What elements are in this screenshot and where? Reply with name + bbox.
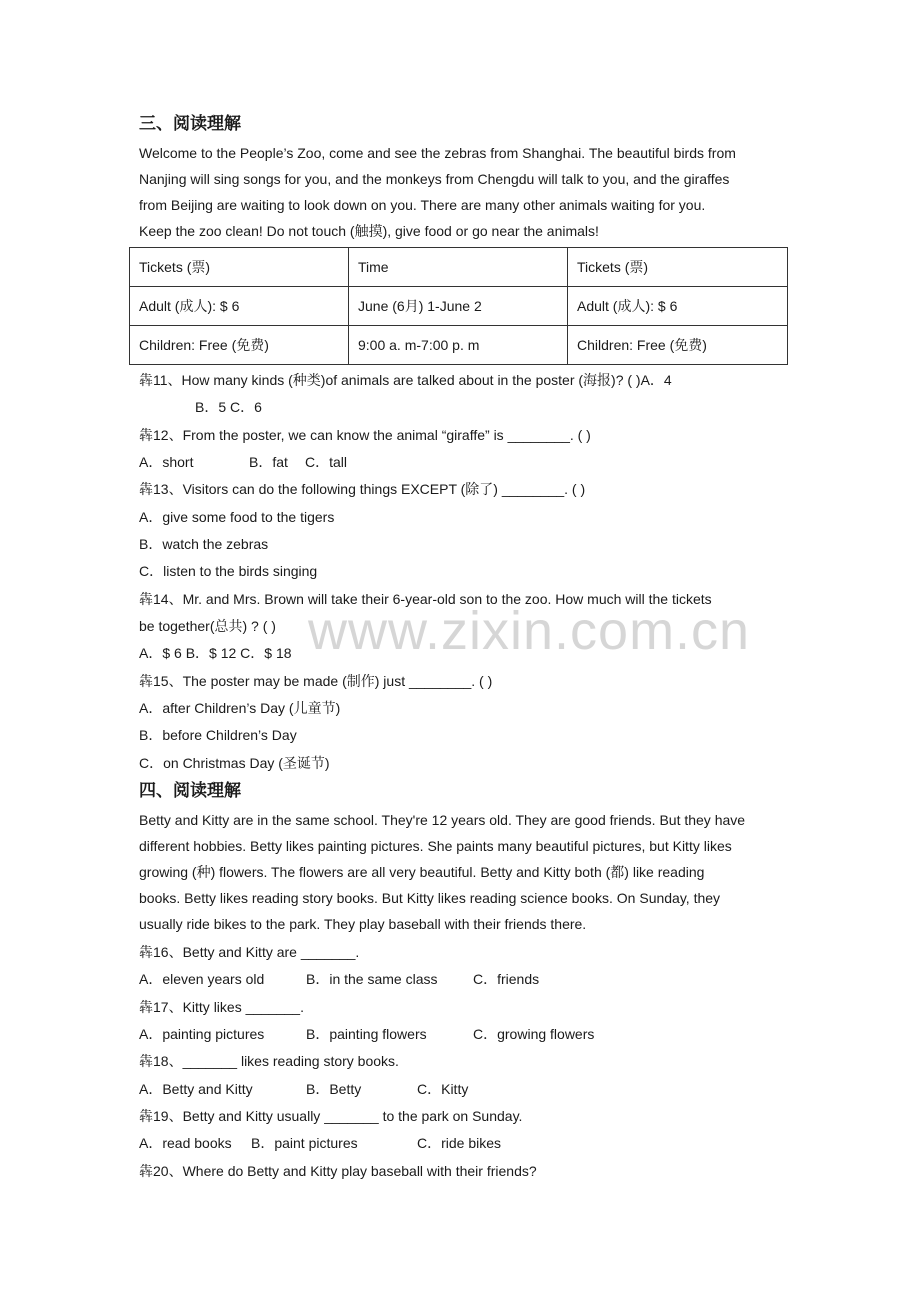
passage-line: growing (种) flowers. The flowers are all very beautiful. Betty and Kitty both (都) like reading (139, 864, 705, 880)
passage-line: Betty and Kitty are in the same school. They're 12 years old. They are good friends. But they have (139, 812, 746, 828)
passage-line: books. Betty likes reading story books. But Kitty likes reading science books. On Sunday, they (139, 890, 721, 906)
table-cell: June (6月) 1-June 2 (349, 287, 568, 326)
question-13-option-c: C．listen to the birds singing (139, 563, 318, 579)
question-13-option-a: A．give some food to the tigers (139, 509, 335, 525)
question-18-option-a: A．Betty and Kitty (139, 1081, 253, 1097)
passage-line: Welcome to the People’s Zoo, come and see the zebras from Shanghai. The beautiful birds from (139, 145, 736, 161)
question-14-stem-cont: be together(总共) ? ( ) (139, 618, 276, 634)
question-15-stem: 犇15、The poster may be made (制作) just ________. ( ) (139, 673, 493, 689)
question-14-stem: 犇14、Mr. and Mrs. Brown will take their 6-year-old son to the zoo. How much will the tickets (139, 591, 712, 607)
table-row (130, 248, 788, 287)
question-16-stem: 犇16、Betty and Kitty are _______. (139, 944, 360, 960)
question-18-option-b: B．Betty (306, 1081, 362, 1097)
question-14-options: A．$ 6 B．$ 12 C．$ 18 (139, 645, 292, 661)
table-cell: Children: Free (免费) (130, 326, 349, 365)
question-19-option-c: C．ride bikes (417, 1135, 502, 1151)
watermark: www.zixin.com.cn (308, 601, 751, 661)
table-cell: Time (349, 248, 568, 287)
question-12-option-a: A．short (139, 454, 194, 470)
question-12-option-b: B．fat (249, 454, 288, 470)
passage-line: different hobbies. Betty likes painting pictures. She paints many beautiful pictures, but Kitty likes (139, 838, 732, 854)
table-row (130, 287, 788, 326)
question-18-option-c: C．Kitty (417, 1081, 469, 1097)
question-17-option-c: C．growing flowers (473, 1026, 595, 1042)
table-row (130, 326, 788, 365)
question-13-option-b: B．watch the zebras (139, 536, 269, 552)
section3-heading: 三、阅读理解 (139, 114, 241, 134)
question-16-option-a: A．eleven years old (139, 971, 265, 987)
passage-line: from Beijing are waiting to look down on you. There are many other animals waiting for you. (139, 197, 706, 213)
question-18-stem: 犇18、_______ likes reading story books. (139, 1053, 399, 1069)
question-17-stem: 犇17、Kitty likes _______. (139, 999, 304, 1015)
section4-passage (139, 807, 784, 937)
question-11-stem: 犇11、How many kinds (种类)of animals are talked about in the poster (海报)? ( )A．4 (139, 372, 672, 388)
passage-line: usually ride bikes to the park. They play baseball with their friends there. (139, 916, 587, 932)
passage-line: Nanjing will sing songs for you, and the monkeys from Chengdu will talk to you, and the giraffes (139, 171, 730, 187)
question-15-option-b: B．before Children’s Day (139, 727, 297, 743)
ticket-table (129, 247, 788, 365)
question-12-stem: 犇12、From the poster, we can know the animal “giraffe” is ________. ( ) (139, 427, 591, 443)
section3-passage (139, 140, 784, 244)
section4-heading: 四、阅读理解 (139, 781, 241, 801)
question-12-option-c: C．tall (305, 454, 348, 470)
question-13-stem: 犇13、Visitors can do the following things EXCEPT (除了) ________. ( ) (139, 481, 586, 497)
passage-line: Keep the zoo clean! Do not touch (触摸), give food or go near the animals! (139, 223, 599, 239)
question-15-option-a: A．after Children’s Day (儿童节) (139, 700, 341, 716)
question-19-option-b: B．paint pictures (251, 1135, 358, 1151)
question-17-option-a: A．painting pictures (139, 1026, 265, 1042)
question-11-options: B．5 C．6 (195, 399, 262, 415)
table-cell: Tickets (票) (568, 248, 788, 287)
question-20-stem: 犇20、Where do Betty and Kitty play baseball with their friends? (139, 1163, 537, 1179)
table-cell: Adult (成人): $ 6 (130, 287, 349, 326)
question-17-option-b: B．painting flowers (306, 1026, 427, 1042)
table-cell: Adult (成人): $ 6 (568, 287, 788, 326)
table-cell: 9:00 a. m-7:00 p. m (349, 326, 568, 365)
question-16-option-c: C．friends (473, 971, 540, 987)
question-19-stem: 犇19、Betty and Kitty usually _______ to the park on Sunday. (139, 1108, 523, 1124)
question-15-option-c: C．on Christmas Day (圣诞节) (139, 755, 330, 771)
table-cell: Children: Free (免费) (568, 326, 788, 365)
question-19-option-a: A．read books (139, 1135, 232, 1151)
table-cell: Tickets (票) (130, 248, 349, 287)
question-16-option-b: B．in the same class (306, 971, 438, 987)
